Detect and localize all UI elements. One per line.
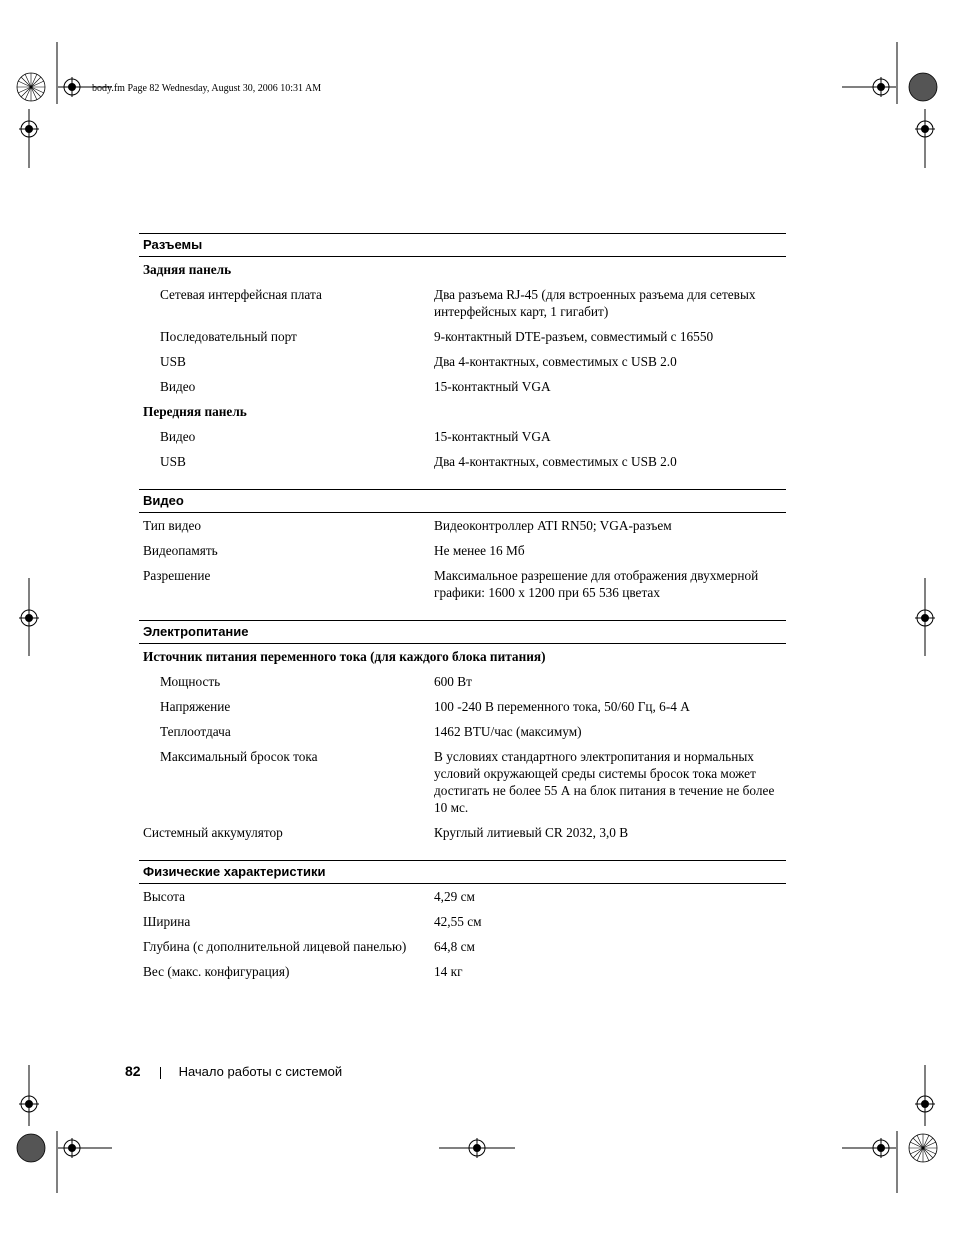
spec-label: USB [160,454,186,469]
section-spacer [139,845,786,860]
spec-row [139,719,786,744]
section-heading: Физические характеристики [139,860,786,884]
print-slug-line: body.fm Page 82 Wednesday, August 30, 2006 10:31 AM [92,83,322,94]
spec-label: Последовательный порт [160,329,297,344]
spec-value: Круглый литиевый CR 2032, 3,0 В [434,825,629,840]
spec-label: Ширина [143,914,191,929]
spec-label: Глубина (с дополнительной лицевой панелью) [143,939,407,954]
spec-row [139,449,786,474]
spec-value: 9-контактный DTE-разъем, совместимый с 16550 [434,329,714,344]
spec-value: В условиях стандартного электропитания и нормальных условий окружающей среды системы бросок тока может достигать не более 55 А на блок питания в течение не более 10 мс. [434,749,775,815]
spec-label: USB [160,354,186,369]
spec-label: Тип видео [143,518,202,533]
spec-row [139,959,786,984]
spec-label: Максимальный бросок тока [160,749,318,764]
section-heading: Электропитание [139,620,786,644]
spec-value: 100 -240 В переменного тока, 50/60 Гц, 6-4 А [434,699,690,714]
spec-label: Видео [160,379,196,394]
section-spacer [139,605,786,620]
spec-value: Два разъема RJ-45 (для встроенных разъема для сетевых интерфейсных карт, 1 гигабит) [434,287,756,319]
spec-row [139,324,786,349]
page-footer [125,1062,342,1080]
spec-row [139,424,786,449]
spec-value: 64,8 см [434,939,475,954]
spec-value: Два 4-контактных, совместимых с USB 2.0 [434,454,677,469]
page-number: 82 [125,1063,141,1079]
spec-row [139,694,786,719]
subsection-label: Задняя панель [143,262,232,277]
subsection-heading [139,644,786,669]
spec-row [139,349,786,374]
spec-label: Теплоотдача [160,724,231,739]
section-spacer [139,474,786,489]
subsection-heading [139,399,786,424]
subsection-label: Передняя панель [143,404,247,419]
spec-value: Не менее 16 Мб [434,543,525,558]
spec-value: 1462 BTU/час (максимум) [434,724,582,739]
spec-value: 42,55 см [434,914,482,929]
subsection-label: Источник питания переменного тока (для каждого блока питания) [143,649,546,664]
spec-value: Два 4-контактных, совместимых с USB 2.0 [434,354,677,369]
subsection-heading [139,257,786,282]
spec-value: 14 кг [434,964,463,979]
spec-label: Высота [143,889,186,904]
spec-label: Напряжение [160,699,231,714]
spec-row [139,884,786,909]
section-heading: Видео [139,489,786,513]
footer-divider [160,1067,161,1079]
spec-label: Вес (макс. конфигурация) [143,964,290,979]
spec-value: 4,29 см [434,889,475,904]
spec-row [139,909,786,934]
spec-value: 15-контактный VGA [434,429,551,444]
spec-label: Видео [160,429,196,444]
spec-value: Видеоконтроллер ATI RN50; VGA-разъем [434,518,672,533]
specifications-table [139,233,786,984]
spec-row [139,513,786,538]
spec-row [139,538,786,563]
chapter-title: Начало работы с системой [178,1063,343,1079]
spec-value: 15-контактный VGA [434,379,551,394]
spec-value: Максимальное разрешение для отображения двухмерной графики: 1600 x 1200 при 65 536 цветах [434,568,759,600]
spec-row [139,374,786,399]
spec-row [139,563,786,605]
spec-row [139,282,786,324]
spec-value: 600 Вт [434,674,472,689]
spec-label: Видеопамять [143,543,218,558]
section-heading: Разъемы [139,233,786,257]
spec-row [139,934,786,959]
spec-row [139,820,786,845]
spec-label: Сетевая интерфейсная плата [160,287,322,302]
spec-row [139,744,786,820]
spec-label: Системный аккумулятор [143,825,283,840]
spec-row [139,669,786,694]
spec-label: Разрешение [143,568,211,583]
spec-label: Мощность [160,674,221,689]
